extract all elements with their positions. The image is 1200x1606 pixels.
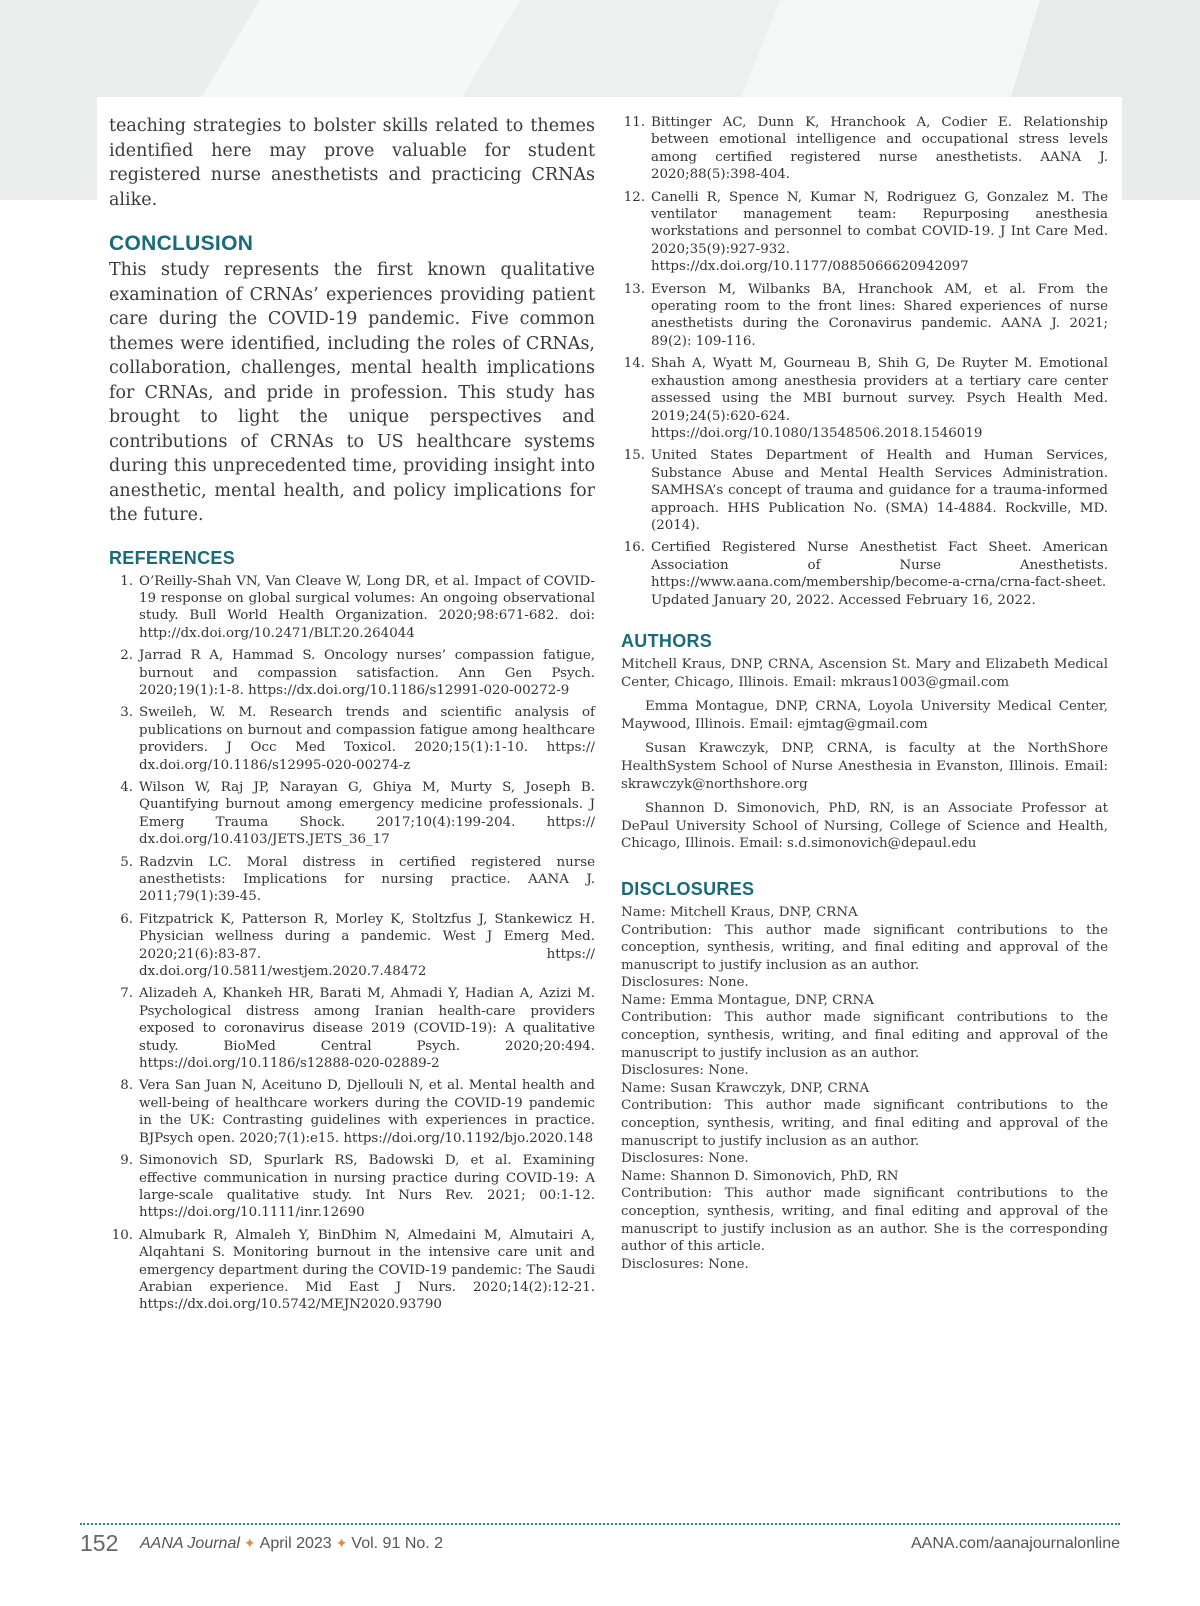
reference-item: 10. Almubark R, Almaleh Y, BinDhim N, Almedaini M, Almutairi A, Alqahtani S. Monitoring burnout in the intensive care unit and emergency department during the COVID-19 pandemic: The Saudi Arabian experience. Mid East J Nurs. 2020;14(2):12-21. https://dx.doi.org/10.5742/MEJN2020.93790 [111,1227,595,1313]
disclosure-line: Name: Susan Krawczyk, DNP, CRNA [621,1080,870,1096]
conclusion-paragraph: This study represents the first known qualitative examination of CRNAs’ experiences providing patient care during the COVID-19 pandemic. Five common themes were identified, including the roles of CRNAs, collaboration, challenges, mental health implications for CRNAs, and pride in profession. This study has brought to light the unique perspectives and contributions of CRNAs to US healthcare systems during this unprecedented time, providing insight into anesthetic, mental health, and policy implications for the future. [109,260,595,525]
reference-item: 1. O’Reilly-Shah VN, Van Cleave W, Long DR, et al. Impact of COVID-19 response on global surgical volumes: An ongoing observational study. Bull World Health Organization. 2020;98:671-682. doi: http://dx.doi.org/10.2471/BLT.20.264044 [120,573,595,641]
page-footer [80,1530,1120,1564]
author-bio: Emma Montague, DNP, CRNA, Loyola University Medical Center, Maywood, Illinois. Email: ejmtag@gmail.com [621,699,1108,732]
author-bio: Susan Krawczyk, DNP, CRNA, is faculty at the NorthShore HealthSystem School of Nurse Anesthesia in Evanston, Illinois. Email: skrawczyk@northshore.org [621,741,1108,792]
reference-item: 14. Shah A, Wyatt M, Gourneau B, Shih G, De Ruyter M. Emotional exhaustion among anesthesia providers at a tertiary care center assessed using the MBI burnout survey. Psych Health Med. 2019;24(5):620-624. https://doi.org/10.1080/13548506.2018.1546019 [623,356,1108,441]
intro-paragraph: teaching strategies to bolster skills related to themes identified here may prove valuable for student registered nurse anesthetists and practicing CRNAs alike. [109,116,595,210]
reference-item: 7. Alizadeh A, Khankeh HR, Barati M, Ahmadi Y, Hadian A, Azizi M. Psychological distress among Iranian health-care providers exposed to coronavirus disease 2019 (COVID-19): A qualitative study. BioMed Central Psych. 2020;20:494. https://doi.org/10.1186/s12888-020-02889-2 [120,986,595,1072]
reference-item: 11. Bittinger AC, Dunn K, Hranchook A, Codier E. Relationship between emotional intelligence and occupational stress levels among certified registered nurse anesthetists. AANA J. 2020;88(5):398-404. [623,115,1108,183]
disclosure-line: Disclosures: None. [621,1151,749,1167]
disclosure-line: Name: Shannon D. Simonovich, PhD, RN [621,1168,899,1184]
right-column [621,114,1108,1273]
journal-name: AANA Journal [140,1535,240,1552]
disclosure-line: Name: Emma Montague, DNP, CRNA [621,992,874,1008]
issue-number: No. 2 [404,1535,444,1552]
author-bio: Shannon D. Simonovich, PhD, RN, is an Associate Professor at DePaul University School of Nursing, College of Science and Health, Chicago, Illinois. Email: s.d.simonovich@depaul.edu [621,801,1108,852]
disclosure-line: Name: Mitchell Kraus, DNP, CRNA [621,904,858,920]
volume: Vol. 91 [351,1535,401,1552]
references-heading: REFERENCES [109,547,236,568]
footer-divider [80,1523,1120,1525]
reference-item: 5. Radzvin LC. Moral distress in certified registered nurse anesthetists: Implications for nursing practice. AANA J. 2011;79(1):39-45. [120,854,595,905]
reference-item: 16. Certified Registered Nurse Anesthetist Fact Sheet. American Association of Nurse Anesthetists. https://www.aana.com/membership/become-a-crna/crna-fact-sheet. Updated January 20, 2022. Accessed February 16, 2022. [623,540,1108,608]
reference-item: 4. Wilson W, Raj JP, Narayan G, Ghiya M, Murty S, Joseph B. Quantifying burnout among emergency medicine professionals. J Emerg Trauma Shock. 2017;10(4):199-204. https:// dx.doi.org/10.4103/JETS.JETS_36_17 [120,779,595,848]
disclosures-heading: DISCLOSURES [621,878,755,899]
reference-item: 13. Everson M, Wilbanks BA, Hranchook AM, et al. From the operating room to the front lines: Shared experiences of nurse anesthetists during the Coronavirus pandemic. AANA J. 2021; 89(2): 109-116. [623,281,1108,349]
disclosure-line: Contribution: This author made significant contributions to the conception, synthesis, writing, and final editing and approval of the manuscript to justify inclusion as an author. [621,922,1108,973]
issue-date: April 2023 [259,1535,332,1552]
disclosure-line: Disclosures: None. [621,1256,749,1272]
journal-info [140,1535,443,1553]
disclosure-line: Contribution: This author made significant contributions to the conception, synthesis, writing, and final editing and approval of the manuscript to justify inclusion as an author. She is the corresponding author of this article. [621,1186,1108,1255]
page-number: 152 [80,1530,119,1556]
disclosure-line: Contribution: This author made significant contributions to the conception, synthesis, writing, and final editing and approval of the manuscript to justify inclusion as an author. [621,1098,1108,1149]
disclosure-line: Contribution: This author made significant contributions to the conception, synthesis, writing, and final editing and approval of the manuscript to justify inclusion as an author. [621,1010,1108,1061]
references-list-left [109,573,595,1314]
diamond-separator-icon: ✦ [335,1535,348,1551]
reference-item: 15. United States Department of Health and Human Services, Substance Abuse and Mental Health Services Administration. SAMHSA’s concept of trauma and guidance for a trauma-informed approach. HHS Publication No. (SMA) 14-4884. Rockville, MD. (2014). [623,448,1108,533]
left-column [109,114,595,1319]
reference-item: 8. Vera San Juan N, Aceituno D, Djellouli N, et al. Mental health and well-being of healthcare workers during the COVID-19 pandemic in the UK: Contrasting guidelines with experiences in practice. BJPsych open. 2020;7(1):e15. https://doi.org/10.1192/bjo.2020.148 [120,1078,595,1146]
reference-item: 9. Simonovich SD, Spurlark RS, Badowski D, et al. Examining effective communication in nursing practice during COVID-19: A large-scale qualitative study. Int Nurs Rev. 2021; 00:1-12. https://doi.org/10.1111/inr.12690 [120,1153,595,1221]
reference-item: 2. Jarrad R A, Hammad S. Oncology nurses’ compassion fatigue, burnout and compassion satisfaction. Ann Gen Psych. 2020;19(1):1-8. https://dx.doi.org/10.1186/s12991-020-00272-9 [120,648,595,698]
conclusion-heading: CONCLUSION [109,232,254,255]
journal-website-link[interactable]: AANA.com/aanajournalonline [910,1535,1120,1552]
disclosure-line: Disclosures: None. [621,975,749,991]
references-list-right [621,114,1108,609]
author-bio: Mitchell Kraus, DNP, CRNA, Ascension St. Mary and Elizabeth Medical Center, Chicago, Illinois. Email: mkraus1003@gmail.com [621,656,1108,690]
reference-item: 6. Fitzpatrick K, Patterson R, Morley K, Stoltzfus J, Stankewicz H. Physician wellness during a pandemic. West J Emerg Med. 2020;21(6):83-87. https:// dx.doi.org/10.5811/westjem.2020.7.48472 [120,911,595,980]
reference-item: 12. Canelli R, Spence N, Kumar N, Rodriguez G, Gonzalez M. The ventilator management team: Repurposing anesthesia workstations and personnel to combat COVID-19. J Int Care Med. 2020;35(9):927-932. https://dx.doi.org/10.1177/0885066620942097 [623,189,1108,275]
reference-item: 3. Sweileh, W. M. Research trends and scientific analysis of publications on burnout and compassion fatigue among healthcare providers. J Occ Med Toxicol. 2020;15(1):1-10. https:// dx.doi.org/10.1186/s12995-020-00274-z [120,705,595,773]
disclosures-block [621,904,1108,1273]
disclosure-line: Disclosures: None. [621,1063,749,1079]
diamond-separator-icon: ✦ [243,1535,256,1551]
authors-heading: AUTHORS [621,630,713,651]
